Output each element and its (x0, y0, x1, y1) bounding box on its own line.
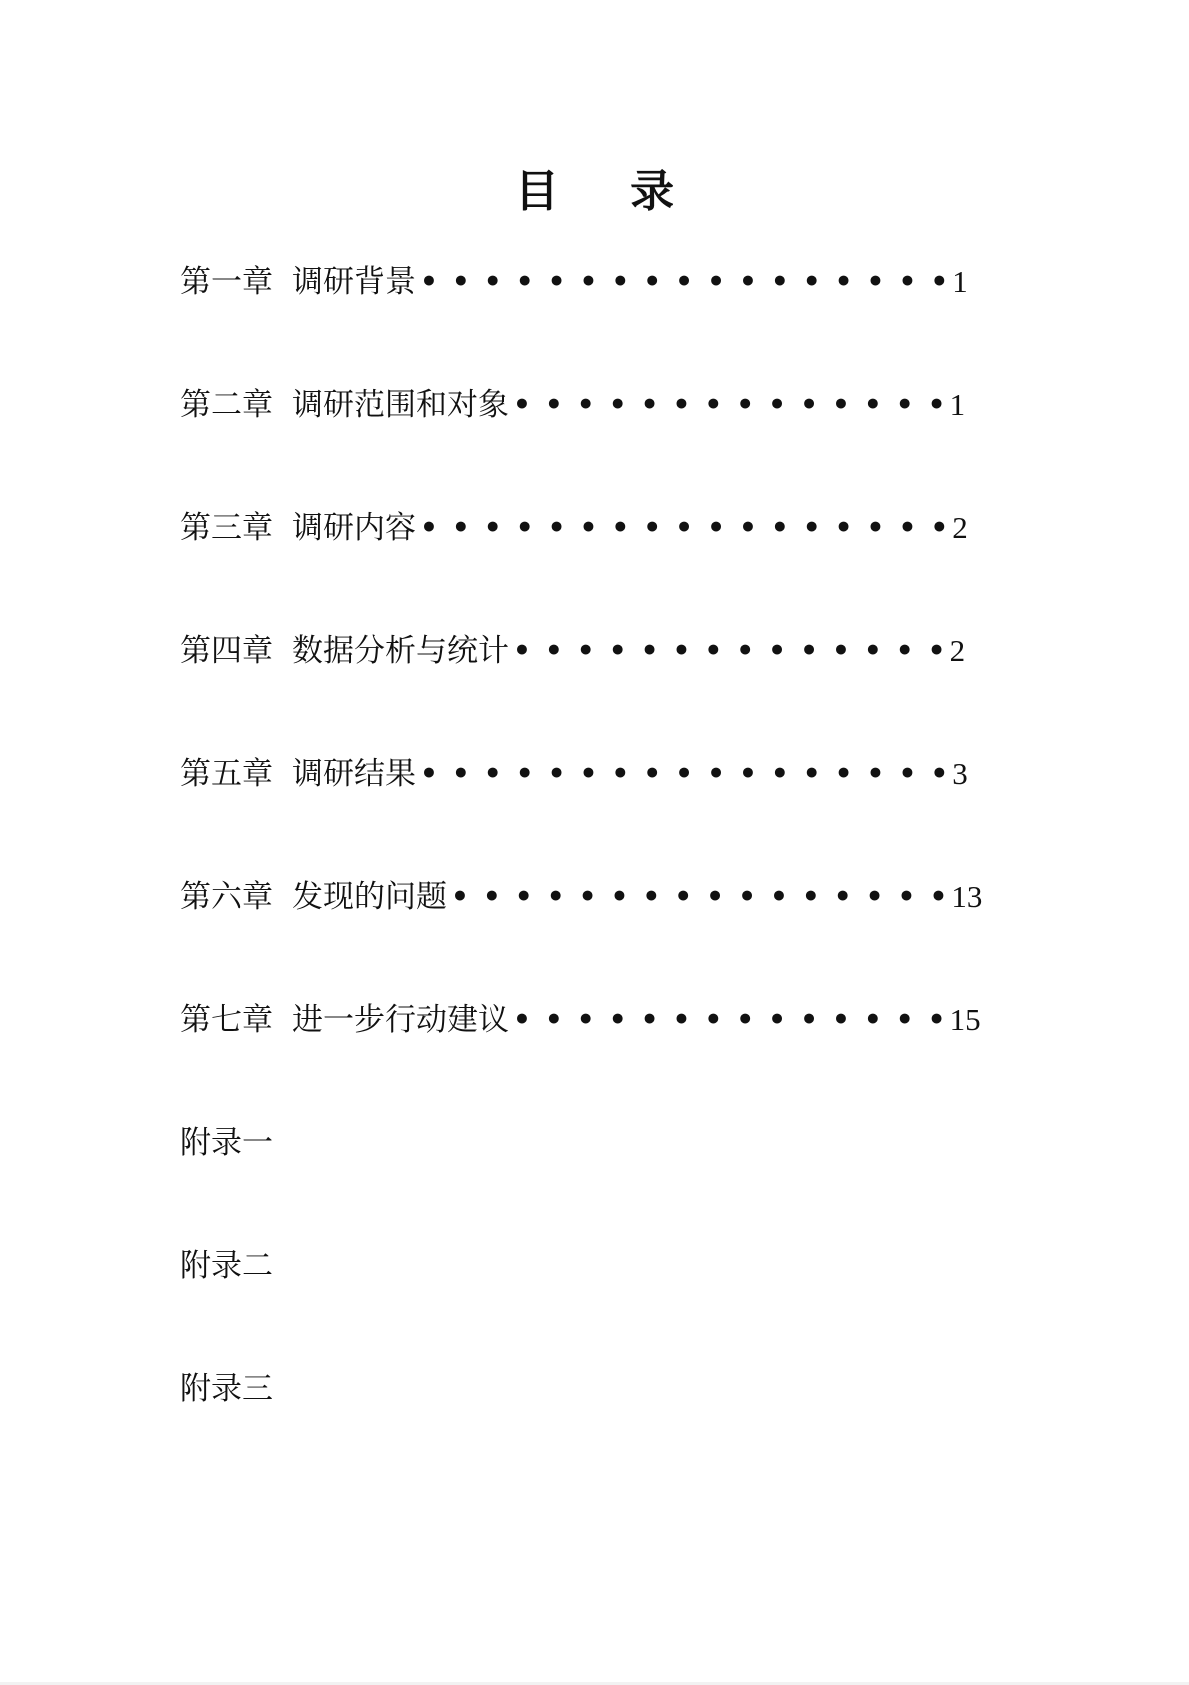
toc-chapter-title: 调研范围和对象 (292, 387, 509, 423)
toc-appendix-title: 附录三 (180, 1371, 273, 1407)
toc-chapter-number: 第二章 (180, 387, 273, 423)
toc-entry-6[interactable] (180, 872, 1000, 995)
toc-appendix-2[interactable] (180, 1241, 1000, 1364)
toc-page-number: 13 (951, 879, 983, 914)
toc-dot-leader: • • • • • • • • • • • • • • • • • (420, 757, 949, 790)
toc-dot-leader: • • • • • • • • • • • • • • (513, 634, 946, 667)
page-title: 目 录 (514, 166, 703, 218)
toc-appendix-title: 附录一 (180, 1125, 273, 1161)
toc-dot-leader: • • • • • • • • • • • • • • (513, 388, 946, 421)
toc-page-number: 15 (949, 1002, 981, 1037)
toc-page-number: 1 (949, 387, 966, 422)
toc-appendix-1[interactable] (180, 1118, 1000, 1241)
toc-chapter-number: 第四章 (180, 633, 273, 669)
toc-chapter-title: 发现的问题 (292, 879, 447, 915)
toc-chapter-title: 数据分析与统计 (292, 633, 509, 669)
toc-dot-leader: • • • • • • • • • • • • • • (513, 1003, 946, 1036)
toc-chapter-number: 第五章 (180, 756, 273, 792)
toc-chapter-number: 第六章 (180, 879, 273, 915)
toc-chapter-title: 调研结果 (292, 756, 416, 792)
toc-page-number: 2 (949, 633, 966, 668)
toc-appendix-3[interactable] (180, 1364, 1000, 1487)
toc-entry-3[interactable] (180, 503, 1000, 626)
toc-chapter-number: 第七章 (180, 1002, 273, 1038)
table-of-contents (180, 257, 1000, 1487)
toc-page-number: 3 (952, 756, 968, 791)
toc-chapter-title: 调研内容 (292, 510, 416, 546)
toc-dot-leader: • • • • • • • • • • • • • • • • (451, 880, 948, 913)
toc-chapter-number: 第三章 (180, 510, 273, 546)
toc-page-number: 2 (952, 510, 968, 545)
toc-entry-5[interactable] (180, 749, 1000, 872)
toc-entry-4[interactable] (180, 626, 1000, 749)
toc-page-number: 1 (952, 264, 968, 299)
toc-entry-7[interactable] (180, 995, 1000, 1118)
toc-chapter-number: 第一章 (180, 264, 273, 300)
toc-chapter-title: 进一步行动建议 (292, 1002, 509, 1038)
toc-appendix-title: 附录二 (180, 1248, 273, 1284)
toc-chapter-title: 调研背景 (292, 264, 416, 300)
toc-dot-leader: • • • • • • • • • • • • • • • • • (420, 511, 949, 544)
toc-entry-2[interactable] (180, 380, 1000, 503)
toc-entry-1[interactable] (180, 257, 1000, 380)
toc-dot-leader: • • • • • • • • • • • • • • • • • (420, 265, 949, 298)
